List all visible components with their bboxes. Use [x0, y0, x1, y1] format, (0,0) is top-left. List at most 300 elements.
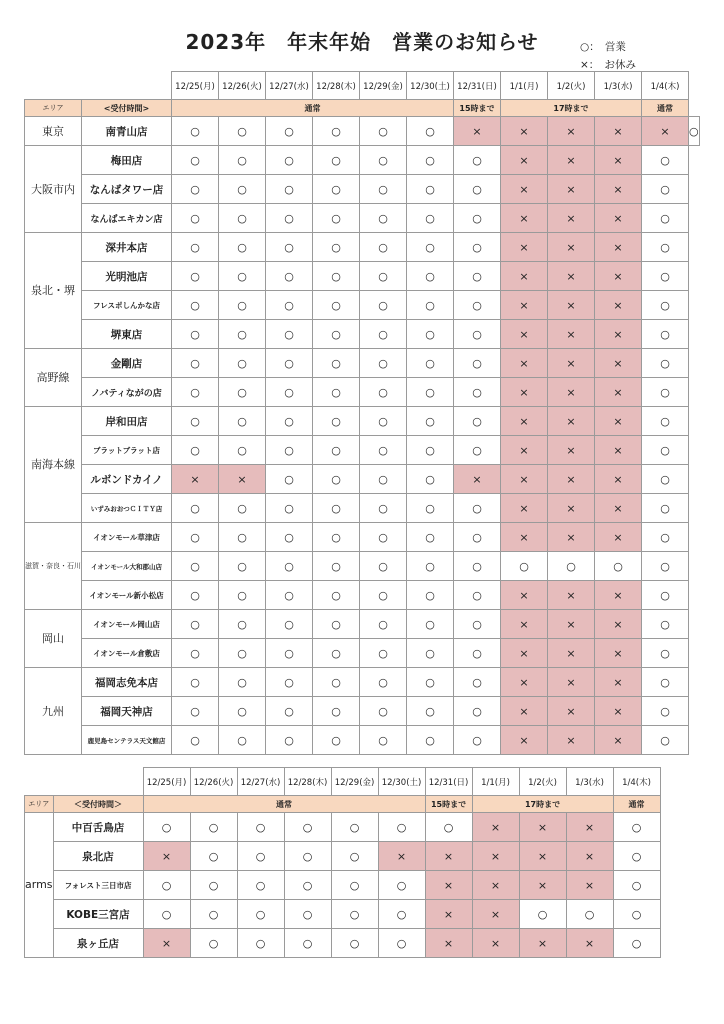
store-row	[25, 349, 700, 378]
open-mark: ○	[266, 610, 313, 639]
date-header: 12/28(木)	[313, 72, 360, 100]
open-mark: ○	[284, 871, 331, 900]
open-mark: ○	[613, 900, 660, 929]
legend	[580, 38, 636, 74]
store-name: 光明池店	[82, 262, 172, 291]
store-name: 泉ヶ丘店	[53, 929, 143, 958]
open-mark: ○	[407, 726, 454, 755]
open-mark: ○	[642, 465, 689, 494]
store-name: 岸和田店	[82, 407, 172, 436]
open-mark: ○	[454, 175, 501, 204]
open-mark: ○	[360, 262, 407, 291]
closed-mark: ×	[595, 233, 642, 262]
open-mark: ○	[642, 175, 689, 204]
closed-mark: ×	[219, 465, 266, 494]
open-mark: ○	[172, 552, 219, 581]
closed-mark: ×	[595, 436, 642, 465]
date-header: 1/3(水)	[566, 768, 613, 796]
closed-mark: ×	[548, 494, 595, 523]
closed-mark: ×	[425, 871, 472, 900]
closed-mark: ×	[472, 871, 519, 900]
open-mark: ○	[360, 175, 407, 204]
open-mark: ○	[266, 291, 313, 320]
open-mark: ○	[425, 813, 472, 842]
open-mark: ○	[360, 436, 407, 465]
open-mark: ○	[172, 320, 219, 349]
closed-mark: ×	[425, 929, 472, 958]
closed-mark: ×	[548, 175, 595, 204]
closed-mark: ×	[501, 523, 548, 552]
closed-mark: ×	[548, 233, 595, 262]
corner-blank	[25, 768, 144, 796]
open-mark: ○	[172, 262, 219, 291]
date-header: 1/1(月)	[472, 768, 519, 796]
store-name: KOBE三宮店	[53, 900, 143, 929]
legend-closed: ×： お休み	[580, 59, 637, 71]
date-header: 12/28(木)	[284, 768, 331, 796]
store-name: イオンモール岡山店	[82, 610, 172, 639]
closed-mark: ×	[595, 523, 642, 552]
store-row	[25, 871, 661, 900]
area-label: arms	[25, 813, 54, 958]
open-mark: ○	[360, 494, 407, 523]
store-name: 南青山店	[82, 117, 172, 146]
open-mark: ○	[360, 320, 407, 349]
closed-mark: ×	[501, 465, 548, 494]
hours-dec31: 15時まで	[454, 100, 501, 117]
store-name: イオンモール大和郡山店	[82, 552, 172, 581]
open-mark: ○	[219, 378, 266, 407]
store-row	[25, 233, 700, 262]
open-mark: ○	[172, 291, 219, 320]
open-mark: ○	[642, 552, 689, 581]
open-mark: ○	[266, 117, 313, 146]
closed-mark: ×	[595, 320, 642, 349]
closed-mark: ×	[472, 900, 519, 929]
date-header: 12/27(水)	[266, 72, 313, 100]
reception-hours-row	[25, 796, 661, 813]
open-mark: ○	[219, 639, 266, 668]
open-mark: ○	[613, 871, 660, 900]
area-header: エリア	[25, 796, 54, 813]
open-mark: ○	[642, 291, 689, 320]
open-mark: ○	[407, 262, 454, 291]
open-mark: ○	[266, 407, 313, 436]
closed-mark: ×	[595, 581, 642, 610]
store-name: いずみおおつＣＩＴＹ店	[82, 494, 172, 523]
store-row	[25, 610, 700, 639]
open-mark: ○	[190, 871, 237, 900]
store-row	[25, 813, 661, 842]
open-mark: ○	[219, 581, 266, 610]
closed-mark: ×	[595, 610, 642, 639]
store-name: 堺東店	[82, 320, 172, 349]
store-row	[25, 639, 700, 668]
open-mark: ○	[360, 552, 407, 581]
open-mark: ○	[331, 813, 378, 842]
open-mark: ○	[378, 871, 425, 900]
open-mark: ○	[454, 639, 501, 668]
hours-normal: 通常	[172, 100, 454, 117]
open-mark: ○	[642, 436, 689, 465]
open-mark: ○	[313, 320, 360, 349]
open-mark: ○	[642, 726, 689, 755]
open-mark: ○	[266, 523, 313, 552]
store-row	[25, 262, 700, 291]
store-row	[25, 320, 700, 349]
open-mark: ○	[266, 552, 313, 581]
open-mark: ○	[360, 378, 407, 407]
open-mark: ○	[172, 639, 219, 668]
closed-mark: ×	[595, 262, 642, 291]
open-mark: ○	[219, 407, 266, 436]
open-mark: ○	[219, 697, 266, 726]
open-mark: ○	[266, 726, 313, 755]
closed-mark: ×	[566, 813, 613, 842]
open-mark: ○	[454, 291, 501, 320]
open-mark: ○	[360, 697, 407, 726]
closed-mark: ×	[595, 117, 642, 146]
date-header: 1/3(水)	[595, 72, 642, 100]
open-mark: ○	[237, 842, 284, 871]
store-row	[25, 900, 661, 929]
open-mark: ○	[284, 842, 331, 871]
closed-mark: ×	[548, 291, 595, 320]
date-header: 12/31(日)	[454, 72, 501, 100]
store-row	[25, 842, 661, 871]
date-header: 12/29(金)	[331, 768, 378, 796]
closed-mark: ×	[454, 465, 501, 494]
store-name: イオンモール草津店	[82, 523, 172, 552]
open-mark: ○	[313, 639, 360, 668]
open-mark: ○	[642, 581, 689, 610]
open-mark: ○	[313, 117, 360, 146]
closed-mark: ×	[472, 842, 519, 871]
store-row	[25, 523, 700, 552]
closed-mark: ×	[501, 407, 548, 436]
area-label: 泉北・堺	[25, 233, 82, 349]
hours-jan4: 通常	[642, 100, 689, 117]
store-name: フレスポしんかな店	[82, 291, 172, 320]
closed-mark: ×	[595, 639, 642, 668]
store-row	[25, 378, 700, 407]
open-mark: ○	[454, 494, 501, 523]
open-mark: ○	[172, 378, 219, 407]
store-row	[25, 552, 700, 581]
open-mark: ○	[454, 581, 501, 610]
open-mark: ○	[642, 146, 689, 175]
open-mark: ○	[172, 523, 219, 552]
open-mark: ○	[172, 117, 219, 146]
store-name: 福岡志免本店	[82, 668, 172, 697]
open-mark: ○	[642, 407, 689, 436]
closed-mark: ×	[642, 117, 689, 146]
open-mark: ○	[566, 900, 613, 929]
open-mark: ○	[454, 146, 501, 175]
open-mark: ○	[407, 378, 454, 407]
open-mark: ○	[172, 610, 219, 639]
hours-dec31: 15時まで	[425, 796, 472, 813]
open-mark: ○	[313, 523, 360, 552]
area-label: 高野線	[25, 349, 82, 407]
date-header: 1/4(木)	[642, 72, 689, 100]
open-mark: ○	[219, 320, 266, 349]
open-mark: ○	[313, 697, 360, 726]
open-mark: ○	[407, 465, 454, 494]
store-row	[25, 494, 700, 523]
open-mark: ○	[454, 523, 501, 552]
closed-mark: ×	[548, 465, 595, 494]
reception-hours-row	[25, 100, 700, 117]
open-mark: ○	[219, 552, 266, 581]
date-header: 12/26(火)	[219, 72, 266, 100]
open-mark: ○	[143, 813, 190, 842]
open-mark: ○	[454, 262, 501, 291]
open-mark: ○	[407, 581, 454, 610]
closed-mark: ×	[501, 436, 548, 465]
reception-hours-label: <受付時間>	[82, 100, 172, 117]
date-header: 12/29(金)	[360, 72, 407, 100]
open-mark: ○	[378, 813, 425, 842]
store-name: 福岡天神店	[82, 697, 172, 726]
date-header: 12/30(土)	[378, 768, 425, 796]
open-mark: ○	[172, 436, 219, 465]
open-mark: ○	[360, 233, 407, 262]
open-mark: ○	[595, 552, 642, 581]
date-header: 12/30(土)	[407, 72, 454, 100]
open-mark: ○	[266, 494, 313, 523]
open-mark: ○	[313, 291, 360, 320]
closed-mark: ×	[519, 842, 566, 871]
closed-mark: ×	[501, 639, 548, 668]
date-header: 1/2(火)	[519, 768, 566, 796]
open-mark: ○	[407, 291, 454, 320]
open-mark: ○	[378, 929, 425, 958]
closed-mark: ×	[548, 204, 595, 233]
open-mark: ○	[219, 204, 266, 233]
area-label: 九州	[25, 668, 82, 755]
open-mark: ○	[266, 436, 313, 465]
open-mark: ○	[642, 639, 689, 668]
open-mark: ○	[266, 233, 313, 262]
closed-mark: ×	[501, 581, 548, 610]
store-row	[25, 436, 700, 465]
closed-mark: ×	[378, 842, 425, 871]
open-mark: ○	[190, 842, 237, 871]
open-mark: ○	[360, 204, 407, 233]
closed-mark: ×	[595, 146, 642, 175]
closed-mark: ×	[548, 581, 595, 610]
open-mark: ○	[454, 552, 501, 581]
closed-mark: ×	[501, 204, 548, 233]
closed-mark: ×	[519, 871, 566, 900]
store-row	[25, 175, 700, 204]
open-mark: ○	[407, 610, 454, 639]
open-mark: ○	[313, 146, 360, 175]
closed-mark: ×	[595, 204, 642, 233]
open-mark: ○	[313, 494, 360, 523]
open-mark: ○	[266, 581, 313, 610]
open-mark: ○	[190, 813, 237, 842]
store-row	[25, 581, 700, 610]
open-mark: ○	[407, 436, 454, 465]
open-mark: ○	[313, 610, 360, 639]
open-mark: ○	[172, 146, 219, 175]
area-label: 岡山	[25, 610, 82, 668]
open-mark: ○	[407, 697, 454, 726]
open-mark: ○	[454, 204, 501, 233]
open-mark: ○	[313, 262, 360, 291]
open-mark: ○	[454, 378, 501, 407]
closed-mark: ×	[595, 494, 642, 523]
schedule-table-arms	[24, 767, 661, 958]
area-header: エリア	[25, 100, 82, 117]
closed-mark: ×	[501, 349, 548, 378]
open-mark: ○	[266, 262, 313, 291]
closed-mark: ×	[595, 291, 642, 320]
closed-mark: ×	[501, 697, 548, 726]
date-header: 12/25(月)	[172, 72, 219, 100]
store-name: イオンモール倉敷店	[82, 639, 172, 668]
open-mark: ○	[284, 929, 331, 958]
closed-mark: ×	[501, 146, 548, 175]
closed-mark: ×	[501, 117, 548, 146]
closed-mark: ×	[548, 349, 595, 378]
open-mark: ○	[360, 291, 407, 320]
open-mark: ○	[237, 929, 284, 958]
open-mark: ○	[407, 407, 454, 436]
store-row	[25, 668, 700, 697]
store-row	[25, 291, 700, 320]
legend-open: ○： 営業	[580, 41, 626, 53]
corner-blank	[25, 72, 172, 100]
area-label: 南海本線	[25, 407, 82, 523]
open-mark: ○	[360, 581, 407, 610]
closed-mark: ×	[501, 233, 548, 262]
store-row	[25, 465, 700, 494]
open-mark: ○	[219, 349, 266, 378]
open-mark: ○	[360, 407, 407, 436]
open-mark: ○	[313, 349, 360, 378]
open-mark: ○	[613, 929, 660, 958]
store-name: ルボンドカイノ	[82, 465, 172, 494]
open-mark: ○	[266, 146, 313, 175]
open-mark: ○	[266, 204, 313, 233]
open-mark: ○	[266, 465, 313, 494]
closed-mark: ×	[501, 320, 548, 349]
open-mark: ○	[360, 610, 407, 639]
closed-mark: ×	[595, 668, 642, 697]
open-mark: ○	[331, 871, 378, 900]
open-mark: ○	[172, 204, 219, 233]
open-mark: ○	[454, 407, 501, 436]
open-mark: ○	[642, 610, 689, 639]
open-mark: ○	[266, 639, 313, 668]
closed-mark: ×	[548, 320, 595, 349]
open-mark: ○	[360, 639, 407, 668]
open-mark: ○	[519, 900, 566, 929]
closed-mark: ×	[501, 175, 548, 204]
open-mark: ○	[313, 407, 360, 436]
open-mark: ○	[642, 697, 689, 726]
open-mark: ○	[360, 726, 407, 755]
open-mark: ○	[313, 175, 360, 204]
closed-mark: ×	[425, 900, 472, 929]
open-mark: ○	[172, 726, 219, 755]
open-mark: ○	[284, 900, 331, 929]
closed-mark: ×	[548, 523, 595, 552]
date-header: 1/2(火)	[548, 72, 595, 100]
closed-mark: ×	[548, 146, 595, 175]
open-mark: ○	[219, 436, 266, 465]
store-row	[25, 407, 700, 436]
open-mark: ○	[219, 494, 266, 523]
open-mark: ○	[219, 175, 266, 204]
open-mark: ○	[219, 523, 266, 552]
closed-mark: ×	[501, 291, 548, 320]
store-name: 深井本店	[82, 233, 172, 262]
open-mark: ○	[407, 639, 454, 668]
open-mark: ○	[172, 175, 219, 204]
open-mark: ○	[219, 291, 266, 320]
closed-mark: ×	[501, 726, 548, 755]
open-mark: ○	[266, 349, 313, 378]
area-label: 滋賀・奈良・石川	[25, 523, 82, 610]
closed-mark: ×	[548, 436, 595, 465]
closed-mark: ×	[566, 929, 613, 958]
open-mark: ○	[190, 900, 237, 929]
open-mark: ○	[407, 320, 454, 349]
open-mark: ○	[360, 668, 407, 697]
open-mark: ○	[219, 668, 266, 697]
open-mark: ○	[407, 349, 454, 378]
store-row	[25, 697, 700, 726]
store-name: 梅田店	[82, 146, 172, 175]
store-name: ブラットブラット店	[82, 436, 172, 465]
open-mark: ○	[407, 523, 454, 552]
date-header: 12/31(日)	[425, 768, 472, 796]
store-name: ノバティながの店	[82, 378, 172, 407]
hours-normal: 通常	[143, 796, 425, 813]
store-name: なんばタワー店	[82, 175, 172, 204]
open-mark: ○	[407, 146, 454, 175]
open-mark: ○	[642, 233, 689, 262]
closed-mark: ×	[548, 407, 595, 436]
closed-mark: ×	[548, 262, 595, 291]
store-name: 金剛店	[82, 349, 172, 378]
open-mark: ○	[172, 697, 219, 726]
open-mark: ○	[407, 233, 454, 262]
open-mark: ○	[454, 726, 501, 755]
closed-mark: ×	[548, 378, 595, 407]
date-header-row	[25, 768, 661, 796]
date-header: 12/25(月)	[143, 768, 190, 796]
open-mark: ○	[237, 900, 284, 929]
closed-mark: ×	[595, 465, 642, 494]
open-mark: ○	[501, 552, 548, 581]
open-mark: ○	[313, 581, 360, 610]
hours-newyear: 17時まで	[472, 796, 613, 813]
open-mark: ○	[313, 378, 360, 407]
open-mark: ○	[642, 523, 689, 552]
open-mark: ○	[331, 842, 378, 871]
closed-mark: ×	[519, 929, 566, 958]
date-header: 1/4(木)	[613, 768, 660, 796]
closed-mark: ×	[501, 494, 548, 523]
open-mark: ○	[313, 726, 360, 755]
open-mark: ○	[313, 204, 360, 233]
open-mark: ○	[689, 117, 700, 146]
